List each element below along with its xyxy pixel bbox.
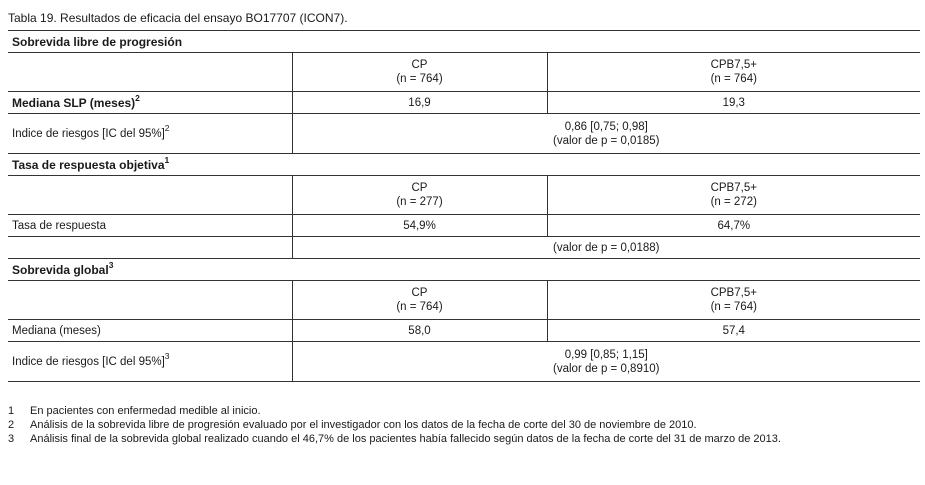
row-label [8,114,292,154]
cell-cp: 16,9 [292,92,547,114]
p-value: (valor de p = 0,8910) [553,362,660,375]
row-label: Mediana (meses) [8,320,292,342]
cell-cp: 54,9% [292,215,547,237]
column-header-cp [292,281,547,320]
empty-cell [8,53,292,92]
footnote-text: Análisis de la sobrevida libre de progresión evaluado por el investigador con los datos de la fecha de corte del 30 de noviembre de 2010. [30,419,697,431]
arm-name: CP [411,287,428,299]
empty-cell [8,237,292,259]
row-label-text: Mediana SLP (meses) [12,95,136,110]
arm-name: CPB7,5+ [710,287,757,299]
column-header-cpb [547,281,920,320]
p-value: (valor de p = 0,0188) [292,237,920,259]
arm-n: (n = 764) [396,301,443,313]
hazard-ratio: 0,99 [0,85; 1,15] [564,348,648,361]
footnote-ref: 2 [164,122,170,133]
column-header-row [8,53,920,92]
table-row [8,114,920,154]
section-header-os [8,259,920,281]
footnote-text: Análisis final de la sobrevida global realizado cuando el 46,7% de los pacientes había fallecido según datos de la fecha de corte del 31 de marzo de 2013. [30,433,781,445]
arm-n: (n = 764) [710,73,757,85]
footnotes [8,404,920,446]
arm-name: CPB7,5+ [710,59,757,71]
row-label-text: Indice de riesgos [IC del 95%] [12,127,165,140]
section-header-orr [8,154,920,176]
column-header-row [8,281,920,320]
section-title-text: Sobrevida global [12,262,109,277]
p-value: (valor de p = 0,0185) [553,134,660,147]
arm-name: CP [411,182,428,194]
row-label [8,92,292,114]
section-header-pfs [8,31,920,53]
footnote-ref: 1 [164,154,170,165]
section-title-orr [8,154,920,176]
empty-cell [8,176,292,215]
arm-name: CPB7,5+ [710,182,757,194]
footnote-ref: 3 [164,350,170,361]
section-title-os [8,259,920,281]
table-row [8,215,920,237]
cell-merged [292,114,920,154]
column-header-cpb [547,176,920,215]
arm-name: CP [411,59,428,71]
cell-cpb: 64,7% [547,215,920,237]
footnote-number: 2 [8,419,15,431]
cell-cp: 58,0 [292,320,547,342]
column-header-row [8,176,920,215]
cell-cpb: 19,3 [547,92,920,114]
footnote-ref: 3 [108,259,114,270]
hazard-ratio: 0,86 [0,75; 0,98] [564,120,648,133]
table-caption: Tabla 19. Resultados de eficacia del ensayo BO17707 (ICON7). [8,11,348,25]
arm-n: (n = 277) [396,196,443,208]
footnote-number: 1 [8,405,15,417]
column-header-cp [292,53,547,92]
cell-cpb: 57,4 [547,320,920,342]
section-title-text: Tasa de respuesta objetiva [12,157,165,172]
footnote-text: En pacientes con enfermedad medible al inicio. [30,405,261,417]
footnote-ref: 2 [135,92,140,103]
footnote [8,432,920,446]
section-title-pfs: Sobrevida libre de progresión [8,31,920,53]
table-row [8,237,920,259]
table-row [8,320,920,342]
row-label [8,342,292,382]
column-header-cpb [547,53,920,92]
arm-n: (n = 764) [396,73,443,85]
cell-merged [292,342,920,382]
table-row [8,342,920,382]
column-header-cp [292,176,547,215]
footnote [8,404,920,418]
empty-cell [8,281,292,320]
efficacy-table [8,30,920,382]
table-row [8,92,920,114]
row-label-text: Indice de riesgos [IC del 95%] [12,355,165,368]
footnote [8,418,920,432]
arm-n: (n = 764) [710,301,757,313]
arm-n: (n = 272) [710,196,757,208]
row-label: Tasa de respuesta [8,215,292,237]
footnote-number: 3 [8,433,15,445]
